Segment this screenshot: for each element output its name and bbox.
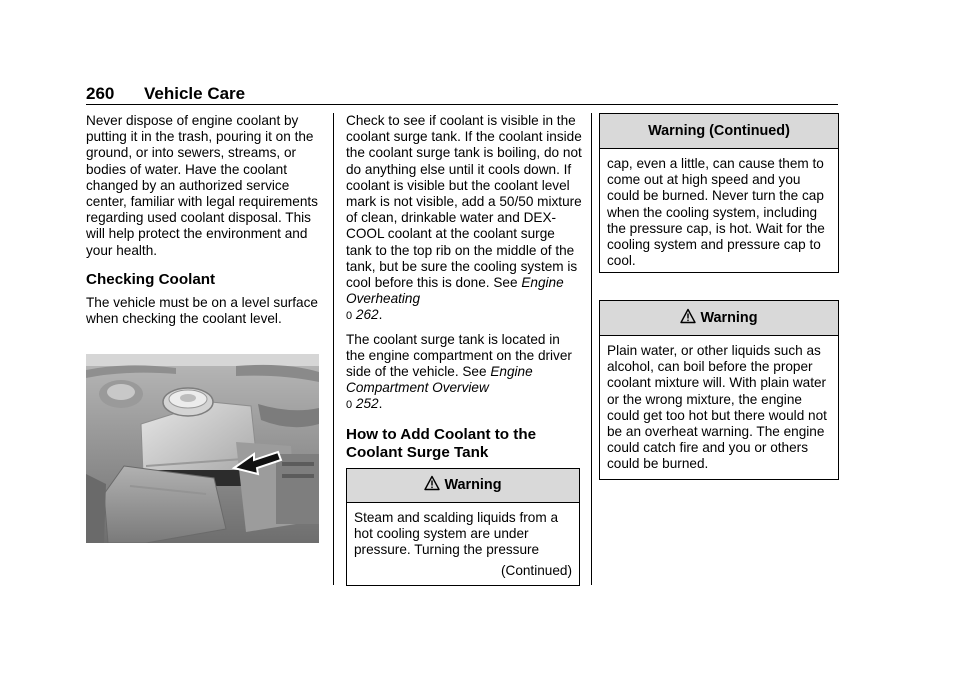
page-number: 260 bbox=[86, 84, 115, 103]
steam-warning-box bbox=[346, 468, 580, 587]
how-to-add-coolant-heading: How to Add Coolant to the Coolant Surge Tank bbox=[346, 425, 537, 461]
warning-text: Steam and scalding liquids from a hot cooling system are under pressure. Turning the pressure bbox=[354, 509, 559, 558]
engine-compartment-overview-reference[interactable]: Engine Compartment Overview bbox=[346, 364, 533, 396]
warning-continued-header: Warning (Continued) bbox=[600, 114, 838, 149]
column-divider bbox=[591, 113, 592, 585]
coolant-tank-photo bbox=[86, 354, 319, 543]
warning-triangle-icon bbox=[680, 308, 696, 324]
warning-header: Warning bbox=[600, 301, 838, 336]
check-coolant-paragraph: Check to see if coolant is visible in the coolant surge tank. If the coolant inside the coolant surge tank is boiling, do not do anything else until it cools down. If coolant is visible but the coolant level mark is not visible, add a 50/50 mixture of clean, drinkable water and DEX-COOL coolant at the coolant surge tank to the top rib on the middle of the tank, but be sure the cooling system is cool before this is done. See Engine Overheating 0 262. bbox=[346, 113, 582, 323]
column-1 bbox=[86, 113, 324, 543]
plain-water-warning-box bbox=[599, 300, 839, 480]
warning-body bbox=[347, 503, 579, 586]
level-paragraph: The vehicle must be on a level surface when checking the coolant level. bbox=[86, 294, 318, 327]
warning-continued-text: cap, even a little, can cause them to come out at high speed and you could be burned. Never turn the cap when the cooling system, including the pressure cap, is hot. Wait for the cooling system and pressure cap to cool. bbox=[607, 156, 825, 269]
column-3 bbox=[599, 113, 839, 480]
header-rule bbox=[86, 104, 838, 105]
checking-coolant-heading: Checking Coolant bbox=[86, 270, 216, 288]
page-header bbox=[86, 84, 838, 106]
page-ref-262[interactable]: 262 bbox=[355, 307, 379, 323]
warning-text: Plain water, or other liquids such as alcohol, can boil before the proper coolant mixture will. With plain water or the wrong mixture, the engine could get too hot but there would not be an overheat warning. The engine could catch fire and you or others could be burned. bbox=[607, 343, 827, 472]
page-reference-icon: 0 bbox=[346, 399, 353, 412]
column-2 bbox=[346, 113, 582, 586]
disposal-paragraph: Never dispose of engine coolant by putting it in the trash, pouring it on the ground, or into sewers, streams, or bodies of water. Have the coolant changed by an authorized service center, familiar with legal requirements regarding used coolant disposal. This will help protect the environment and your health. bbox=[86, 113, 318, 258]
surge-tank-location-paragraph: The coolant surge tank is located in the engine compartment on the driver side of the vehicle. See Engine Compartment Overview 0 252. bbox=[346, 331, 572, 412]
warning-header: Warning bbox=[347, 469, 579, 503]
section-title: Vehicle Care bbox=[144, 84, 246, 103]
warning-triangle-icon bbox=[424, 475, 440, 491]
engine-overheating-reference[interactable]: Engine Overheating bbox=[346, 275, 564, 307]
warning-continued-box bbox=[599, 113, 839, 273]
page-reference-icon: 0 bbox=[346, 310, 353, 323]
page-ref-252[interactable]: 252 bbox=[355, 396, 379, 412]
continued-label: (Continued) bbox=[500, 563, 572, 579]
column-divider bbox=[333, 113, 334, 585]
